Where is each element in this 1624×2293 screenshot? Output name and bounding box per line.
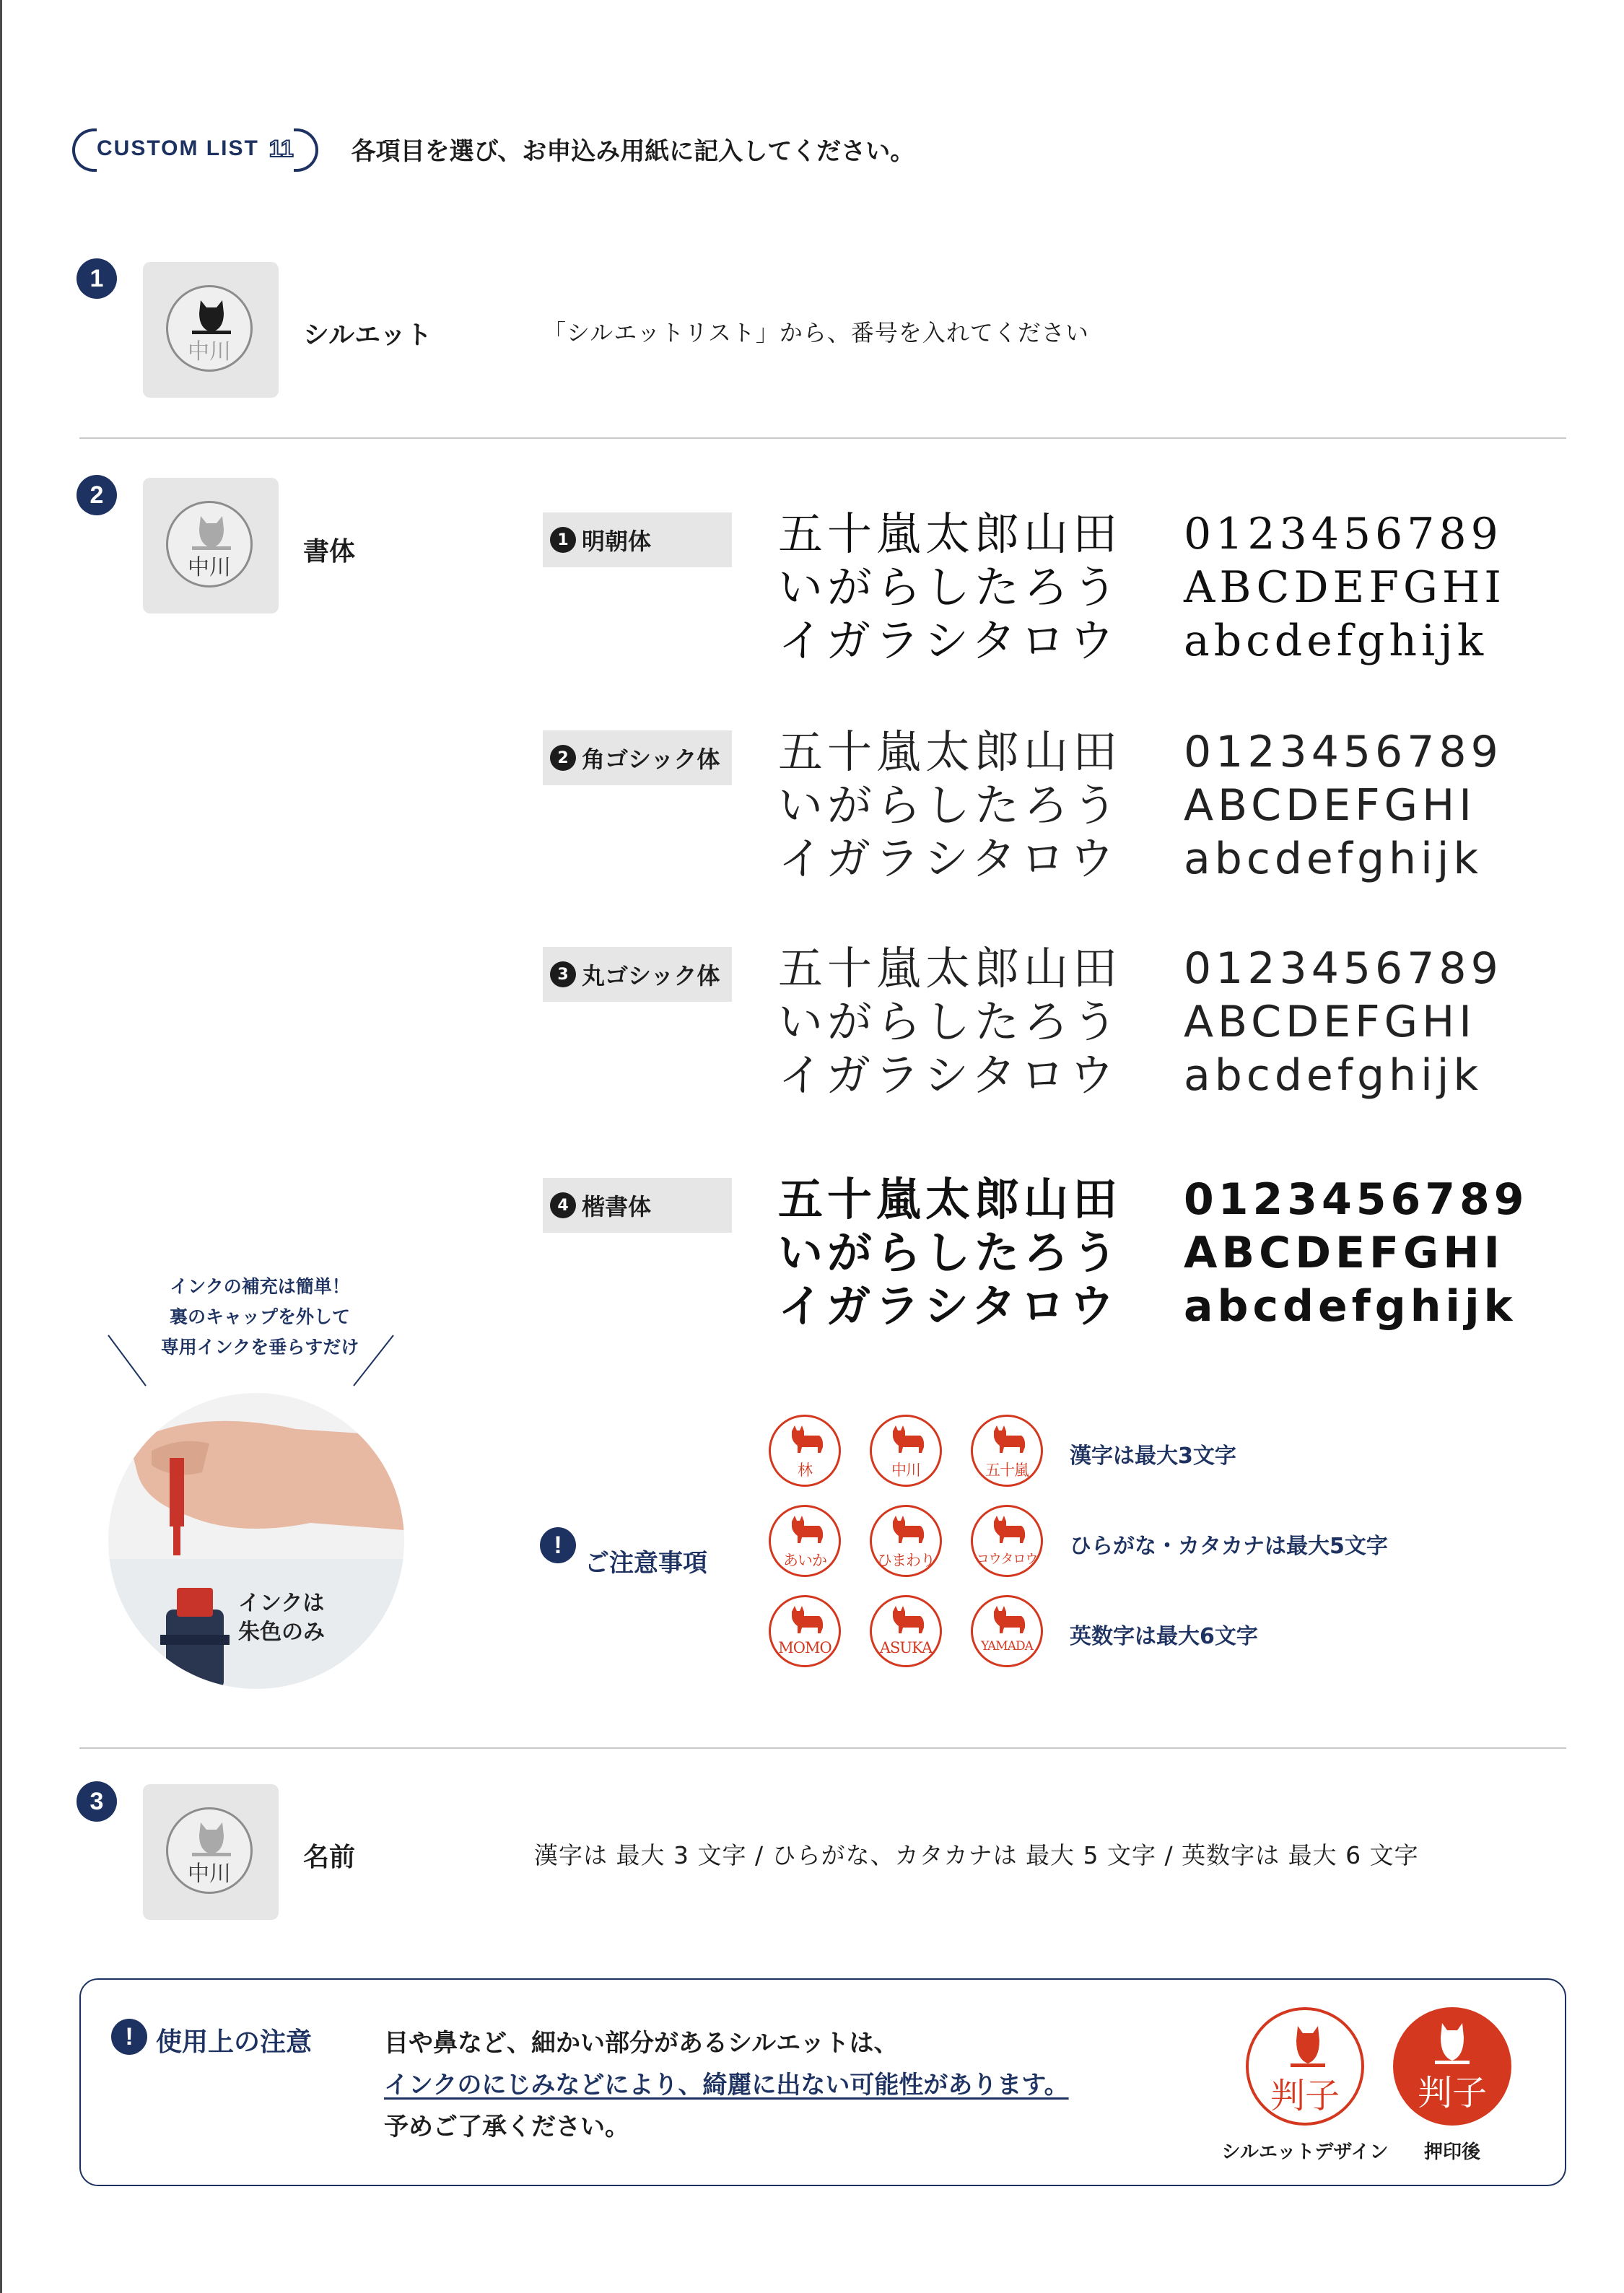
- cat-icon: [890, 1516, 926, 1545]
- divider: [79, 1747, 1566, 1749]
- notes-label: ご注意事項: [585, 1549, 707, 1578]
- owl-icon: [1435, 2019, 1470, 2066]
- section-3-number: 3: [77, 1781, 117, 1822]
- font-tag-mincho: 1 明朝体: [543, 512, 732, 567]
- usage-line-3: 予めご了承ください。: [384, 2113, 629, 2141]
- owl-icon: [192, 513, 231, 552]
- section-3-label: 名前: [303, 1843, 356, 1872]
- usage-label: 使用上の注意: [156, 2027, 313, 2057]
- font-thumbnail: [143, 478, 279, 613]
- thumb-name: 中川: [188, 555, 231, 580]
- cat-icon: [789, 1425, 825, 1454]
- badge-text: CUSTOM LIST: [97, 136, 259, 160]
- seal-stamped-sample: 判子: [1393, 2007, 1511, 2126]
- ink-caption: インクは 朱色のみ: [238, 1591, 325, 1645]
- font-sample-ja-mincho: 五十嵐太郎山田 いがらしたろう イガラシタロウ: [778, 507, 1122, 667]
- thumb-name: 中川: [188, 339, 231, 364]
- stamp-sample: MOMO: [769, 1595, 841, 1667]
- font-sample-en-maru-gothic: 0123456789 ABCDEFGHI abcdefghijk: [1184, 943, 1503, 1101]
- font-tag-kaku-gothic: 2 角ゴシック体: [543, 730, 732, 785]
- cat-icon: [890, 1425, 926, 1454]
- rule-kanji: 漢字は最大3文字: [1070, 1444, 1236, 1469]
- cat-icon: [890, 1606, 926, 1635]
- stamp-sample: 五十嵐: [971, 1415, 1043, 1487]
- seal-design-sample: 判子: [1246, 2007, 1364, 2126]
- warning-icon: !: [111, 2019, 147, 2055]
- rule-kana: ひらがな・カタカナは最大5文字: [1070, 1534, 1388, 1559]
- silhouette-thumbnail: [143, 262, 279, 398]
- usage-notes-box: [79, 1978, 1566, 2186]
- page-edge: [0, 0, 2, 2293]
- caption-after: 押印後: [1423, 2141, 1480, 2163]
- font-sample-ja-maru-gothic: 五十嵐太郎山田 いがらしたろう イガラシタロウ: [778, 942, 1122, 1101]
- section-1-label: シルエット: [303, 320, 432, 350]
- stamp-sample: コウタロウ: [971, 1505, 1043, 1577]
- header-instruction: 各項目を選び、お申込み用紙に記入してください。: [351, 136, 915, 166]
- font-sample-en-kaku-gothic: 0123456789 ABCDEFGHI abcdefghijk: [1184, 727, 1503, 884]
- cat-icon: [991, 1606, 1027, 1635]
- warning-icon: !: [540, 1527, 576, 1563]
- rule-alnum: 英数字は最大6文字: [1070, 1624, 1258, 1649]
- badge-number: 11: [269, 135, 294, 162]
- owl-icon: [192, 297, 231, 336]
- name-thumbnail: [143, 1784, 279, 1920]
- section-3-description: 漢字は 最大 3 文字 / ひらがな、カタカナは 最大 5 文字 / 英数字は 最大 6 文字: [534, 1841, 1419, 1869]
- font-sample-ja-kaku-gothic: 五十嵐太郎山田 いがらしたろう イガラシタロウ: [778, 725, 1122, 885]
- usage-line-2: インクのにじみなどにより、綺麗に出ない可能性があります。: [384, 2071, 1069, 2100]
- section-1-number: 1: [77, 258, 117, 299]
- usage-line-1: 目や鼻など、細かい部分があるシルエットは、: [384, 2029, 899, 2058]
- header: [72, 128, 914, 169]
- font-sample-ja-kaisho: 五十嵐太郎山田 いがらしたろう イガラシタロウ: [778, 1173, 1122, 1332]
- font-sample-en-kaisho: 0123456789 ABCDEFGHI abcdefghijk: [1184, 1174, 1529, 1332]
- custom-list-badge: [72, 128, 318, 169]
- font-sample-en-mincho: 0123456789 ABCDEFGHI abcdefghijk: [1184, 509, 1506, 666]
- section-2-label: 書体: [303, 537, 356, 567]
- cat-icon: [789, 1516, 825, 1545]
- owl-icon: [192, 1820, 231, 1859]
- font-tag-maru-gothic: 3 丸ゴシック体: [543, 947, 732, 1002]
- divider: [79, 437, 1566, 439]
- stamp-sample: YAMADA: [971, 1595, 1043, 1667]
- cat-icon: [991, 1516, 1027, 1545]
- stamp-sample: あいか: [769, 1505, 841, 1577]
- cat-icon: [991, 1425, 1027, 1454]
- cat-icon: [789, 1606, 825, 1635]
- thumb-name: 中川: [188, 1861, 231, 1887]
- callout-lines: [101, 1328, 419, 1393]
- owl-icon: [1291, 2022, 1325, 2069]
- caption-design: シルエットデザイン: [1221, 2141, 1389, 2163]
- stamp-sample: ひまわり: [870, 1505, 942, 1577]
- section-2-number: 2: [77, 475, 117, 515]
- section-1-description: 「シルエットリスト」から、番号を入れてください: [543, 319, 1089, 346]
- font-tag-kaisho: 4 楷書体: [543, 1178, 732, 1233]
- stamp-sample: ASUKA: [870, 1595, 942, 1667]
- stamp-sample: 中川: [870, 1415, 942, 1487]
- stamp-sample: 林: [769, 1415, 841, 1487]
- ink-refill-note: インクの補充は簡単！ 裏のキャップを外して 専用インクを垂らすだけ: [160, 1276, 359, 1358]
